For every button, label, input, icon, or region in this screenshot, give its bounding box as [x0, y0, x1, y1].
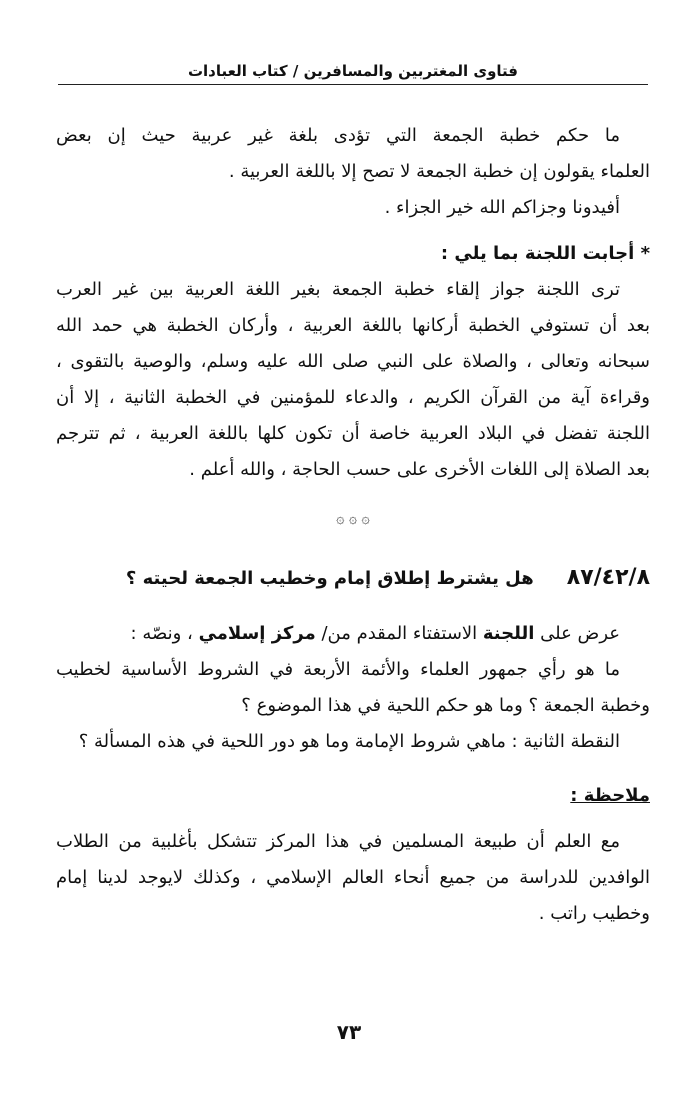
page-content: [56, 118, 650, 932]
note-line: مع العلم أن طبيعة المسلمين في هذا المركز تتشكل بأغلبية من الطلاب: [56, 831, 620, 852]
fatwa-intro: [56, 616, 650, 652]
question-closing: أفيدونا وجزاكم الله خير الجزاء .: [384, 197, 620, 218]
intro-text: ، ونصّه :: [130, 623, 199, 644]
answer-line: اللجنة تفضل في البلاد العربية خاصة أن تكون كلها باللغة العربية ، ثم تترجم: [56, 423, 650, 444]
question-line: العلماء يقولون إن خطبة الجمعة لا تصح إلا باللغة العربية .: [228, 161, 650, 182]
fatwa-number: ٨٧/٤٢/٨: [566, 565, 650, 590]
running-header: فتاوى المغتربين والمسافرين / كتاب العبادات: [58, 58, 648, 85]
answer-line: وقراءة آية من القرآن الكريم ، والدعاء للمؤمنين في الخطبة الثانية ، إلا أن: [56, 387, 650, 408]
answer-line: بعد الصلاة إلى اللغات الأخرى على حسب الحاجة ، والله أعلم .: [189, 459, 650, 480]
second-point: النقطة الثانية : ماهي شروط الإمامة وما هو دور اللحية في هذه المسألة ؟: [78, 731, 620, 752]
note-heading: ملاحظة :: [570, 785, 650, 806]
intro-text: عرض على: [534, 623, 620, 644]
intro-center: مركز إسلامي: [198, 623, 316, 644]
question-line: ما هو رأي جمهور العلماء والأئمة الأربعة في الشروط الأساسية لخطيب: [56, 659, 620, 680]
fatwa-title-row: [56, 550, 650, 606]
question-line: ما حكم خطبة الجمعة التي تؤدى بلغة غير عربية حيث إن بعض: [56, 125, 620, 146]
answer-heading: * أجابت اللجنة بما يلي :: [440, 243, 650, 264]
fatwa-title: هل يشترط إطلاق إمام وخطيب الجمعة لحيته ؟: [125, 568, 534, 589]
intro-text: الاستفتاء المقدم من/: [315, 623, 483, 644]
note-line: الوافدين للدراسة من جميع أنحاء العالم الإسلامي ، وكذلك لايوجد لدينا إمام: [56, 867, 650, 888]
page-number: ٧٣: [336, 1020, 362, 1044]
answer-line: سبحانه وتعالى ، والصلاة على النبي صلى الله عليه وسلم، والوصية بالتقوى ،: [56, 351, 650, 372]
note-line: وخطيب راتب .: [538, 903, 650, 924]
question-line: وخطبة الجمعة ؟ وما هو حكم اللحية في هذا الموضوع ؟: [241, 695, 650, 716]
answer-line: ترى اللجنة جواز إلقاء خطبة الجمعة بغير اللغة العربية بين غير العرب: [56, 279, 620, 300]
section-separator: ۞ ۞ ۞: [336, 511, 370, 527]
answer-line: بعد أن تستوفي الخطبة أركانها باللغة العربية ، وأركان الخطبة هي حمد الله: [56, 315, 650, 336]
intro-committee: اللجنة: [482, 623, 535, 644]
